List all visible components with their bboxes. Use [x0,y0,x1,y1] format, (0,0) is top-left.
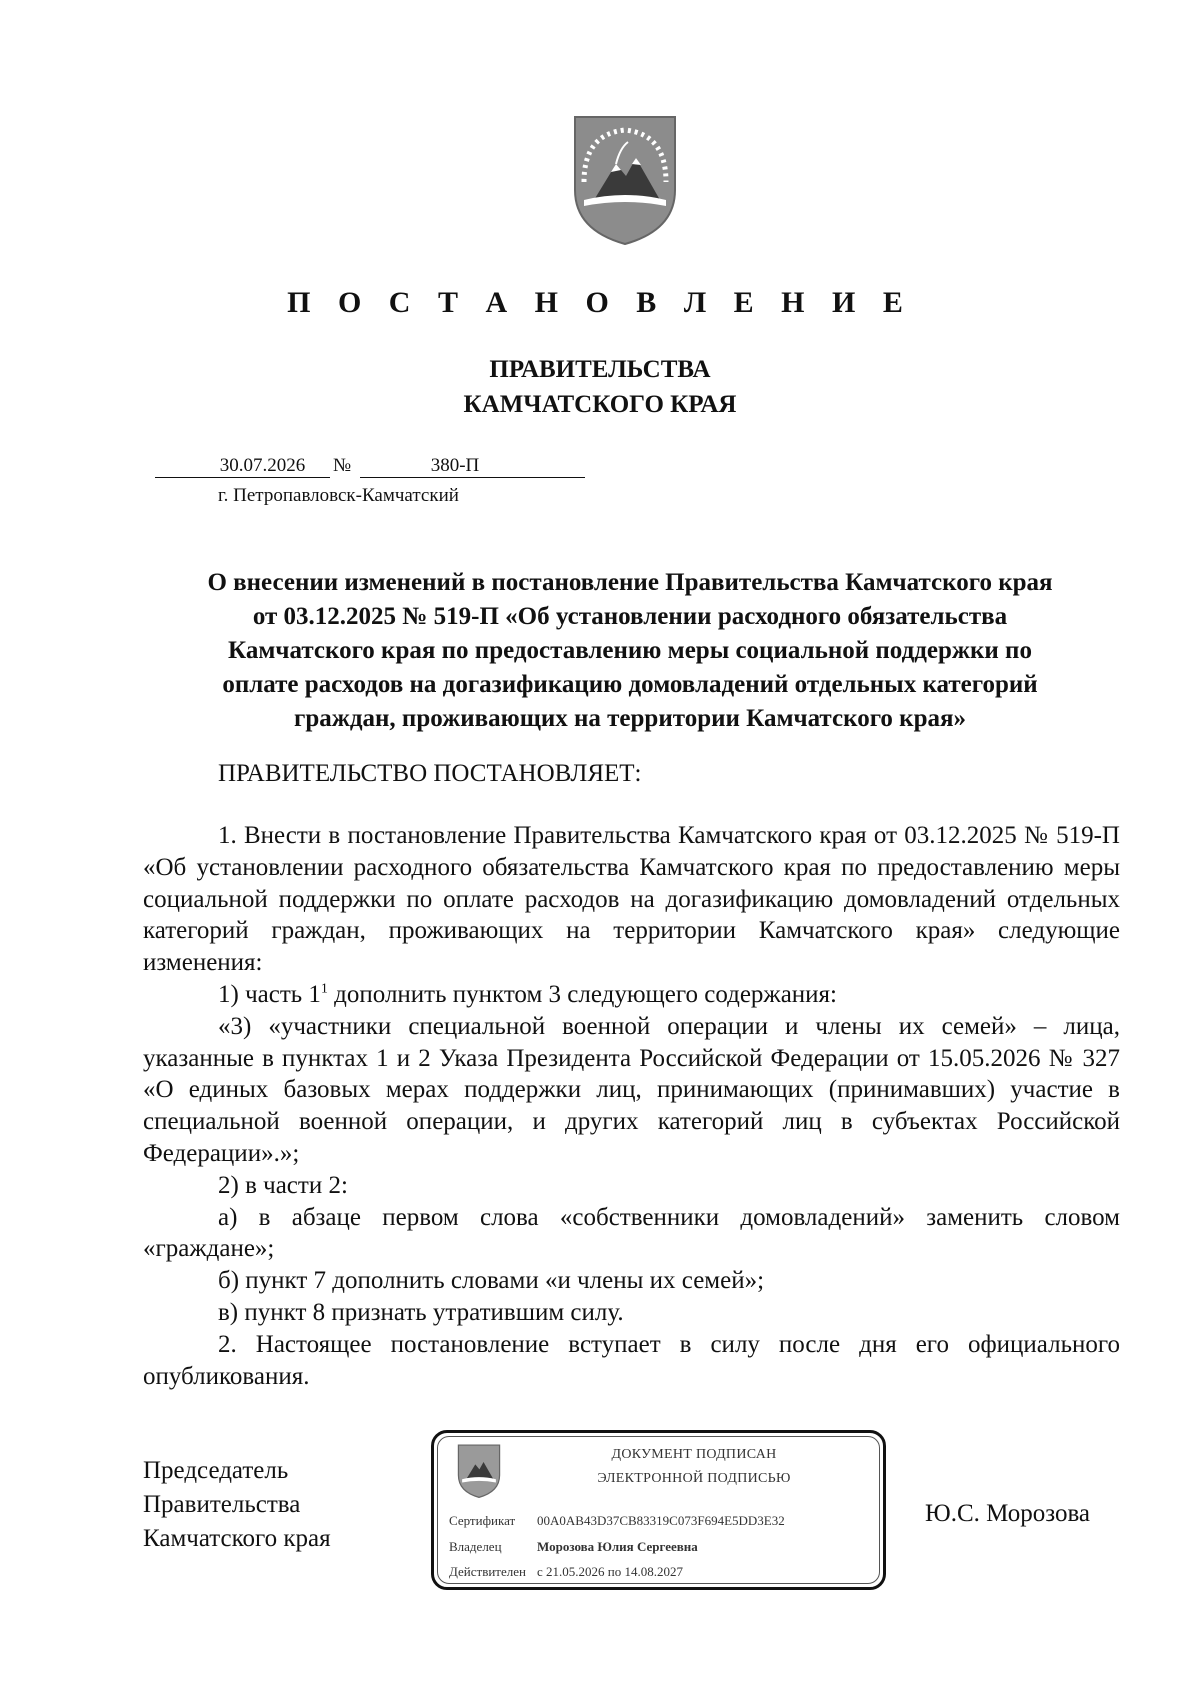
title-line: Камчатского края по предоставлению меры социальной поддержки по [228,637,1032,664]
city-name: г. Петропавловск-Камчатский [218,485,459,506]
document-body [143,820,1120,1392]
signer-position-line: Камчатского края [143,1525,331,1552]
body-paragraph: б) пункт 7 дополнить словами «и члены их семей»; [218,1267,765,1295]
number-label: № [333,455,352,476]
title-line: от 03.12.2025 № 519-П «Об установлении расходного обязательства [252,603,1008,630]
superscript: 1 [320,981,328,997]
certificate-value: 00A0AB43D37CB83319C073F694E5DD3E32 [537,1513,785,1528]
signer-position-line: Правительства [143,1491,301,1518]
document-type-heading: П О С Т А Н О В Л Е Н И Е [287,286,913,319]
body-paragraph: 1. Внести в постановление Правительства Камчатского края от 03.12.2025 № 519-П «Об установлении расходного обязательства Камчатского края по предоставлению меры социальной поддержки по оплате расходов на догазификацию домовладений отдельных категорий граждан, проживающих на территории Камчатского края» следующие изменения: [143,822,1120,977]
signer-position [143,1454,331,1556]
stamp-certificate-row [449,1513,785,1529]
issuer-line-1: ПРАВИТЕЛЬСТВА [489,356,711,383]
certificate-label: Сертификат [449,1513,516,1528]
stamp-validity-row [449,1564,683,1580]
date-number-row [155,455,585,481]
document-title [140,566,1120,736]
body-text-run: 1) часть 1 [218,980,321,1008]
title-line: О внесении изменений в постановление Правительства Камчатского края [207,569,1053,596]
stamp-owner-row [449,1539,698,1555]
body-paragraph: «3) «участники специальной военной операции и члены их семей» – лица, указанные в пунктах 1 и 2 Указа Президента Российской Федерации от 15.05.2026 № 327 «О единых базовых мерах поддержки лиц, принимающих (принимавших) участие в специальной военной операции, и других категорий лиц в субъектах Российской Федерации».»; [143,1012,1120,1167]
issuer-line-2: КАМЧАТСКОГО КРАЯ [463,391,737,418]
title-line: граждан, проживающих на территории Камчатского края» [293,705,967,732]
title-line: оплате расходов на догазификацию домовладений отдельных категорий [222,671,1038,698]
coat-of-arms-emblem [570,112,680,248]
stamp-heading-line-1: ДОКУМЕНТ ПОДПИСАН [611,1447,777,1462]
body-paragraph: а) в абзаце первом слова «собственники домовладений» заменить словом «граждане»; [143,1203,1120,1263]
decree-phrase: ПРАВИТЕЛЬСТВО ПОСТАНОВЛЯЕТ: [218,760,642,787]
validity-value: с 21.05.2026 по 14.08.2027 [537,1564,683,1579]
body-paragraph: 2. Настоящее постановление вступает в силу после дня его официального опубликования. [143,1330,1120,1390]
document-number: 380-П [360,455,585,478]
document-date: 30.07.2026 [155,455,330,478]
validity-label: Действителен [449,1564,526,1579]
stamp-heading-line-2: ЭЛЕКТРОННОЙ ПОДПИСЬЮ [597,1471,791,1486]
body-paragraph [143,979,1120,1011]
stamp-emblem-icon [456,1443,502,1499]
owner-value: Морозова Юлия Сергеевна [537,1539,698,1554]
owner-label: Владелец [449,1539,502,1554]
electronic-signature-stamp [431,1430,886,1590]
body-paragraph: в) пункт 8 признать утратившим силу. [218,1298,624,1326]
signer-name: Ю.С. Морозова [925,1500,1091,1527]
body-text-run: дополнить пунктом 3 следующего содержания: [327,980,837,1008]
body-paragraph: 2) в части 2: [218,1171,348,1199]
signer-position-line: Председатель [143,1457,289,1484]
